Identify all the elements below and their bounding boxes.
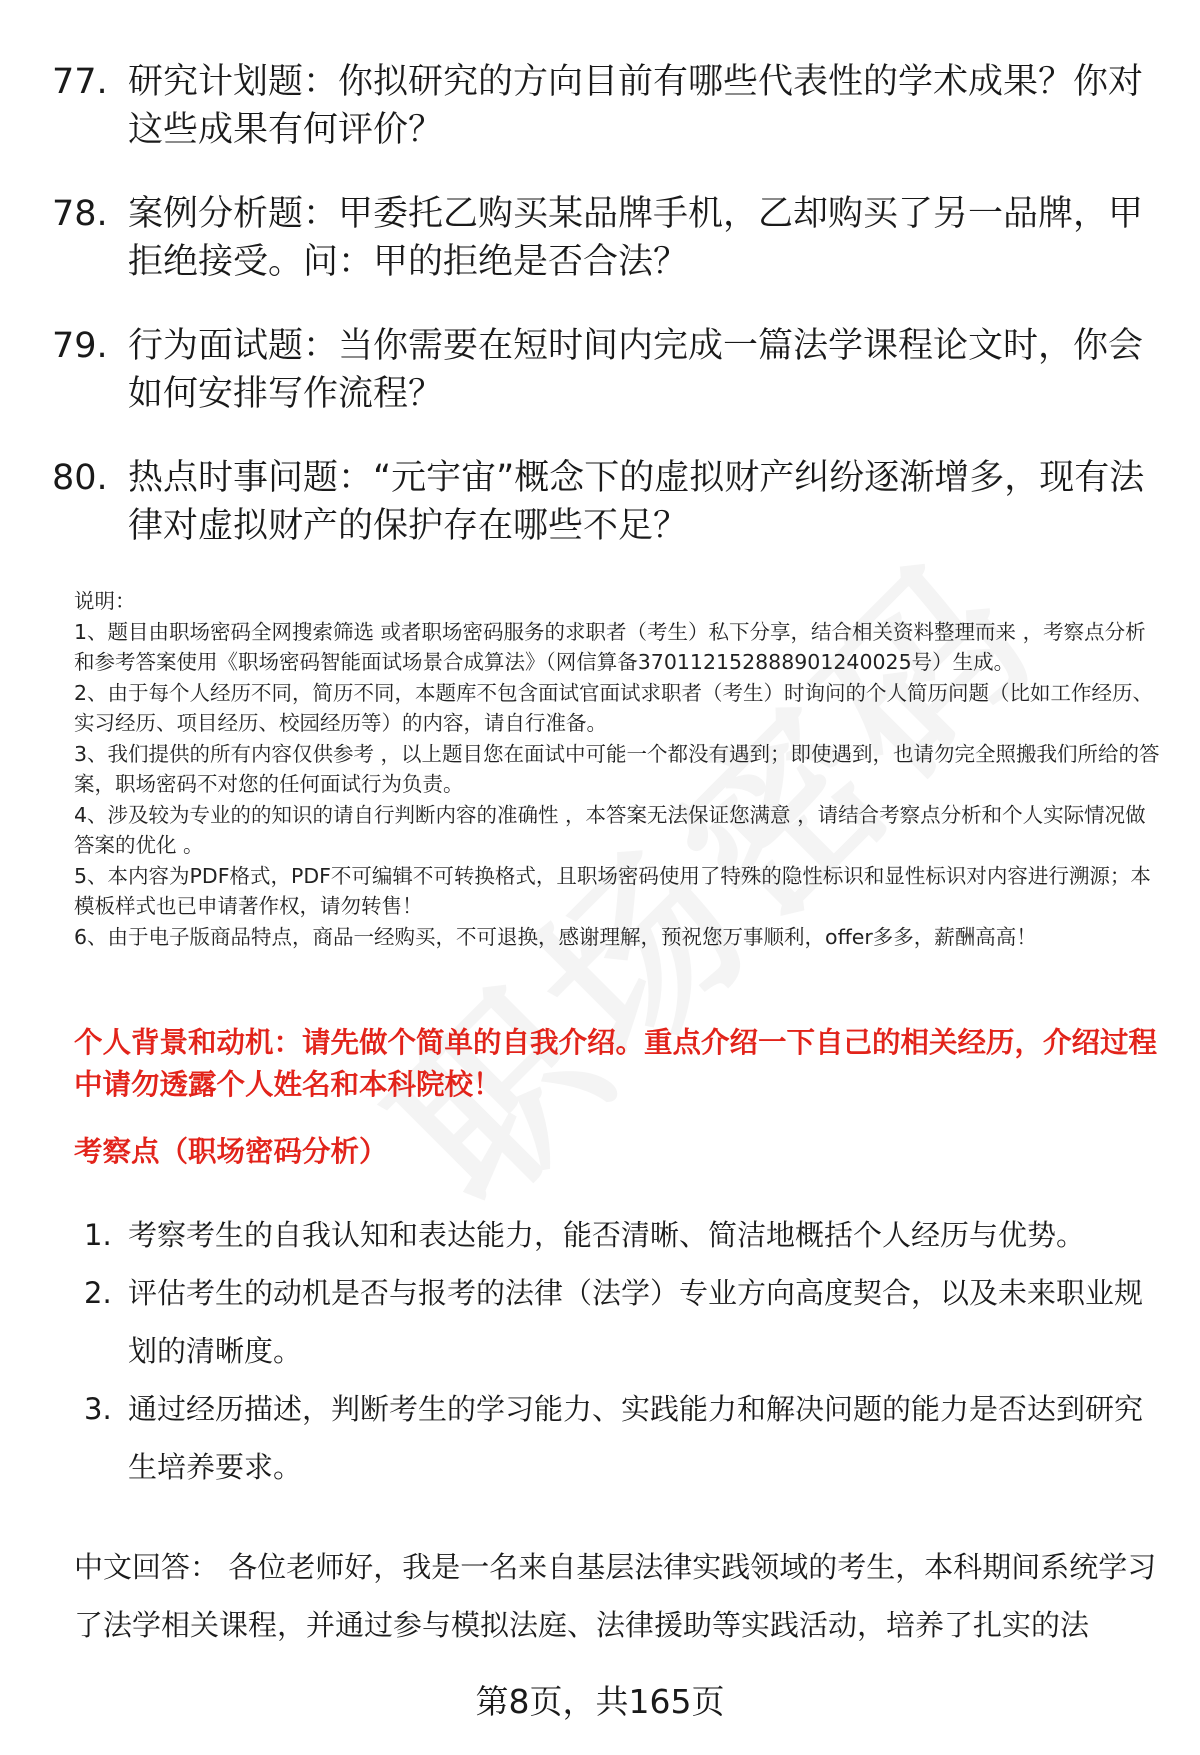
point-number: 2.	[84, 1276, 112, 1310]
points-list	[84, 1206, 1154, 1496]
point-item	[84, 1380, 1154, 1496]
question-list	[52, 58, 1152, 586]
question-text: 案例分析题：甲委托乙购买某品牌手机，乙却购买了另一品牌，甲拒绝接受。问：甲的拒绝是否合法？	[128, 194, 1144, 282]
question-item	[52, 322, 1152, 418]
point-item	[84, 1264, 1154, 1380]
question-item	[52, 58, 1152, 154]
note-item: 4、涉及较为专业的的知识的请自行判断内容的准确性 ，本答案无法保证您满意 ，请结合考察点分析和个人实际情况做答案的优化 。	[74, 802, 1146, 857]
notes-title: 说明：	[74, 589, 136, 613]
note-item: 1、题目由职场密码全网搜索筛选 或者职场密码服务的求职者（考生）私下分享，结合相关资料整理而来 ，考察点分析和参考答案使用《职场密码智能面试场景合成算法》（网信算备370112152888901240025号）生成。	[74, 619, 1146, 674]
question-number: 77.	[52, 62, 108, 102]
section-heading: 个人背景和动机：请先做个简单的自我介绍。重点介绍一下自己的相关经历，介绍过程中请勿透露个人姓名和本科院校！	[74, 1026, 1158, 1101]
answer-label: 中文回答：	[74, 1550, 220, 1584]
answer-text: 各位老师好，我是一名来自基层法律实践领域的考生，本科期间系统学习了法学相关课程，并通过参与模拟法庭、法律援助等实践活动，培养了扎实的法	[74, 1550, 1157, 1642]
question-item	[52, 454, 1152, 550]
question-text: 热点时事问题：“元宇宙”概念下的虚拟财产纠纷逐渐增多，现有法律对虚拟财产的保护存在哪些不足？	[128, 458, 1145, 546]
question-number: 80.	[52, 458, 108, 498]
answer-section	[74, 1538, 1164, 1654]
question-text: 研究计划题：你拟研究的方向目前有哪些代表性的学术成果？你对这些成果有何评价？	[128, 62, 1144, 150]
note-item: 6、由于电子版商品特点，商品一经购买，不可退换，感谢理解，预祝您万事顺利，offer多多，薪酬高高！	[74, 924, 1037, 949]
point-text: 考察考生的自我认知和表达能力，能否清晰、简洁地概括个人经历与优势。	[128, 1218, 1086, 1252]
question-number: 79.	[52, 326, 108, 366]
note-item: 5、本内容为PDF格式，PDF不可编辑不可转换格式，且职场密码使用了特殊的隐性标识和显性标识对内容进行溯源；本模板样式也已申请著作权，请勿转售！	[74, 863, 1151, 918]
points-heading: 考察点（职场密码分析）	[74, 1135, 388, 1168]
point-text: 通过经历描述，判断考生的学习能力、实践能力和解决问题的能力是否达到研究生培养要求。	[128, 1392, 1144, 1484]
notes-section	[74, 586, 1164, 952]
page-footer: 第8页，共165页	[475, 1682, 725, 1721]
point-item	[84, 1206, 1154, 1264]
point-number: 3.	[84, 1392, 112, 1426]
question-text: 行为面试题：当你需要在短时间内完成一篇法学课程论文时，你会如何安排写作流程？	[128, 326, 1144, 414]
question-item	[52, 190, 1152, 286]
question-number: 78.	[52, 194, 108, 234]
point-text: 评估考生的动机是否与报考的法律（法学）专业方向高度契合，以及未来职业规划的清晰度。	[128, 1276, 1144, 1368]
note-item: 3、我们提供的所有内容仅供参考 ，以上题目您在面试中可能一个都没有遇到；即使遇到，也请勿完全照搬我们所给的答案，职场密码不对您的任何面试行为负责。	[74, 741, 1160, 796]
point-number: 1.	[84, 1218, 112, 1252]
note-item: 2、由于每个人经历不同，简历不同，本题库不包含面试官面试求职者（考生）时询问的个人简历问题（比如工作经历、实习经历、项目经历、校园经历等）的内容，请自行准备。	[74, 680, 1154, 735]
